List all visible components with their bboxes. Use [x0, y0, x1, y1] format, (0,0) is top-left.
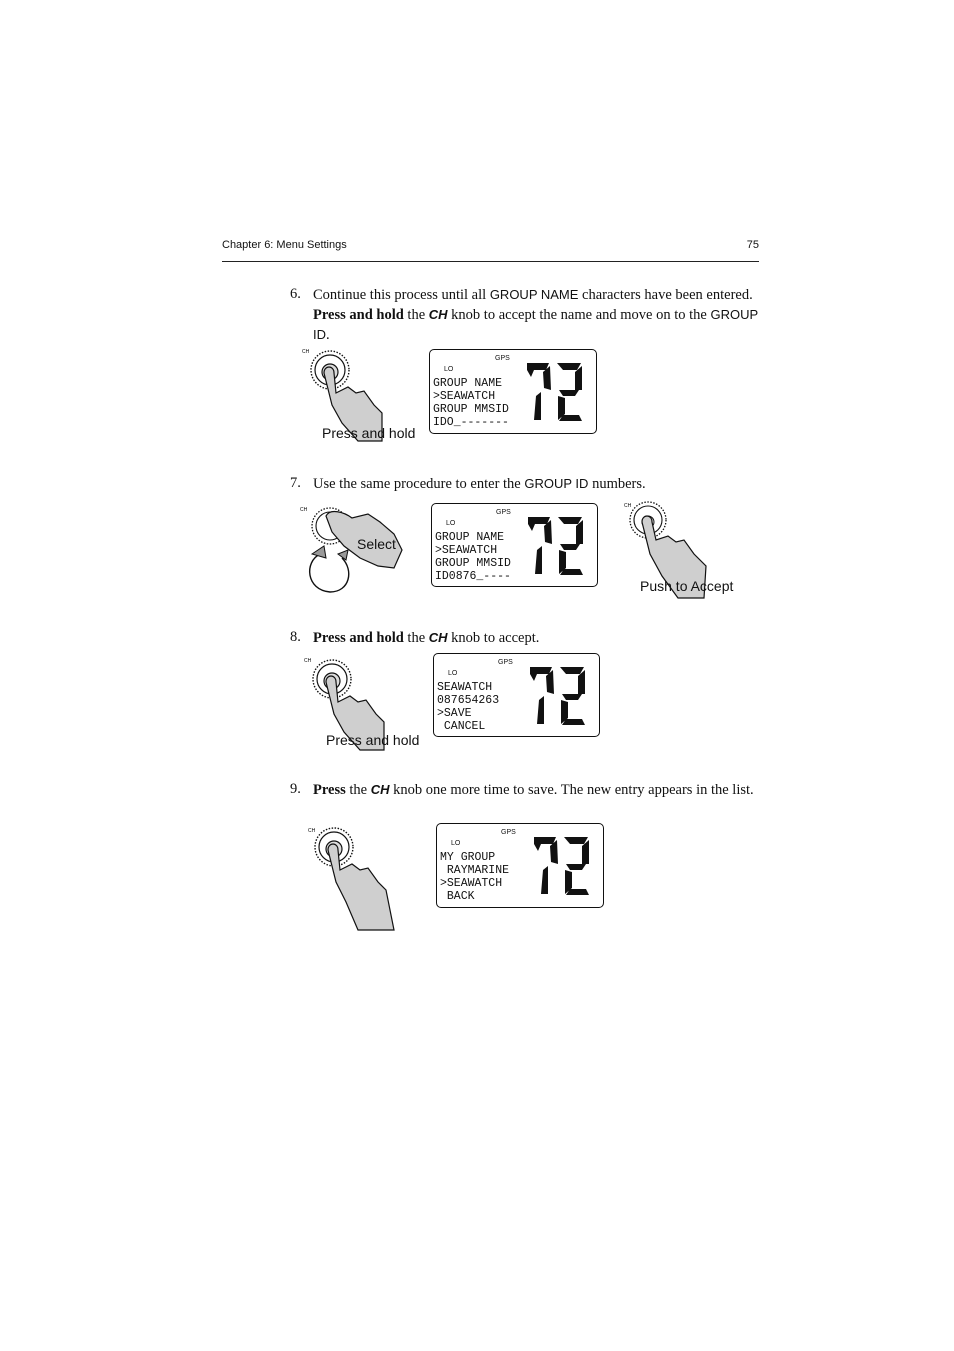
- caption-press-and-hold: Press and hold: [322, 425, 416, 441]
- rotate-arrow-icon: [310, 554, 349, 592]
- step-number: 9.: [290, 781, 301, 797]
- lcd-display: [436, 823, 604, 908]
- lo-indicator: LO: [451, 840, 461, 847]
- gps-indicator: GPS: [498, 659, 513, 666]
- lcd-display: [429, 349, 597, 434]
- caption-press-and-hold: Press and hold: [326, 732, 420, 748]
- lcd-display: [431, 503, 598, 587]
- step-number: 8.: [290, 629, 301, 645]
- caption-push-to-accept: Push to Accept: [640, 578, 734, 594]
- svg-text:CH: CH: [304, 658, 312, 664]
- gps-indicator: GPS: [496, 509, 511, 516]
- lcd-menu-lines: SEAWATCH 087654263 >SAVE CANCEL: [437, 681, 500, 733]
- lcd-menu-lines: GROUP NAME >SEAWATCH GROUP MMSID ID0876_----: [435, 531, 511, 583]
- lcd-display: [433, 653, 600, 737]
- channel-number-icon: [526, 514, 586, 578]
- pointing-hand-icon: [328, 844, 394, 930]
- gps-indicator: GPS: [495, 355, 510, 362]
- step-text: Press and hold the CH knob to accept.: [313, 630, 540, 646]
- channel-number-icon: [525, 360, 585, 424]
- channel-number-icon: [532, 834, 592, 898]
- channel-number-icon: [528, 664, 588, 728]
- svg-text:CH: CH: [302, 349, 310, 355]
- step-text: Use the same procedure to enter the GROUP ID numbers.: [313, 476, 646, 492]
- lo-indicator: LO: [446, 520, 456, 527]
- chapter-title: Chapter 6: Menu Settings: [222, 239, 347, 251]
- svg-text:CH: CH: [308, 828, 316, 834]
- lo-indicator: LO: [448, 670, 458, 677]
- caption-select: Select: [357, 536, 396, 552]
- step-number: 7.: [290, 475, 301, 491]
- lo-indicator: LO: [444, 366, 454, 373]
- svg-text:CH: CH: [624, 503, 632, 509]
- page-number: 75: [746, 239, 759, 251]
- lcd-menu-lines: MY GROUP RAYMARINE >SEAWATCH BACK: [440, 851, 510, 903]
- lcd-menu-lines: GROUP NAME >SEAWATCH GROUP MMSID IDO_-------: [433, 377, 509, 429]
- page-header: [222, 239, 759, 262]
- gps-indicator: GPS: [501, 829, 516, 836]
- svg-text:CH: CH: [300, 507, 308, 513]
- step-number: 6.: [290, 286, 301, 302]
- knob-press-icon: [306, 822, 406, 934]
- step-text: Press the CH knob one more time to save. The new entry appears in the list.: [313, 782, 754, 798]
- step-text: Continue this process until all GROUP NAME characters have been entered. Press and hold the CH knob to accept the name and move on to the GROUP ID.: [313, 287, 758, 343]
